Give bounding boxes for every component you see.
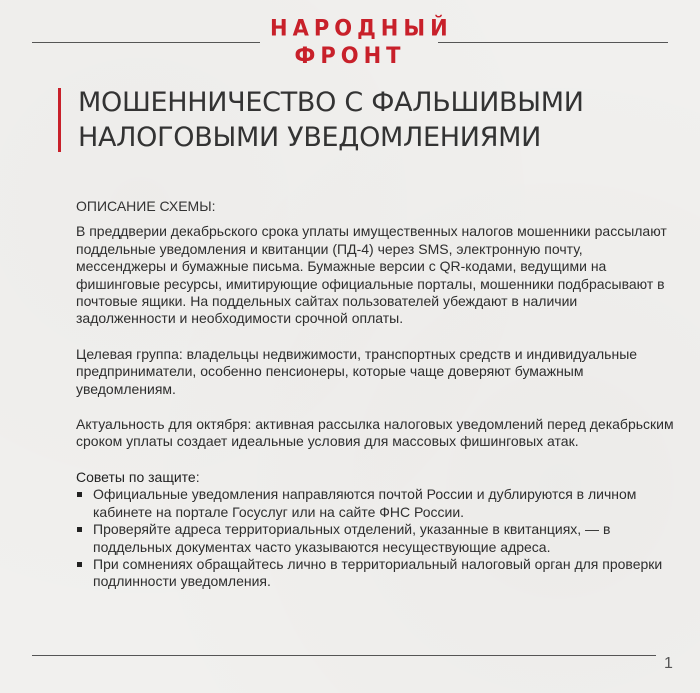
logo-line-1: НАРОДНЫЙ xyxy=(270,15,453,41)
description-label: ОПИСАНИЕ СХЕМЫ: xyxy=(76,198,216,214)
tip-item: Официальные уведомления направляются почтой России и дублируются в личном кабинете на портале Госуслуг или на сайте ФНС России. xyxy=(76,486,676,521)
page-title xyxy=(78,85,678,155)
tip-item: При сомнениях обращайтесь лично в территориальный налоговый орган для проверки подлинности уведомления. xyxy=(76,556,676,591)
tip-item: Проверяйте адреса территориальных отделений, указанные в квитанциях, — в поддельных документах часто указываются несуществующие адреса. xyxy=(76,521,676,556)
relevance-text: Актуальность для октября: активная рассылка налоговых уведомлений перед декабрьским сроком уплаты создает идеальные условия для массовых фишинговых атак. xyxy=(76,416,674,450)
tips-title-colon: : xyxy=(195,468,200,485)
header-divider-left xyxy=(32,42,260,43)
description-text: В преддверии декабрьского срока уплаты имущественных налогов мошенники рассылают поддельные уведомления и квитанции (ПД-4) через SMS, электронную почту, мессенджеры и бумажные письма. Бумажные версии с QR-кодами, ведущими на фишинговые ресурсы, имитирующие официальные порталы, мошенники подбрасывают в почтовые ящики. На поддельных сайтах пользователей убеждают в наличии задолженности и необходимости срочной оплаты. xyxy=(76,223,667,327)
content xyxy=(76,198,676,591)
page-number: 1 xyxy=(664,655,673,672)
footer-divider xyxy=(32,655,656,656)
title-line-2: НАЛОГОВЫМИ УВЕДОМЛЕНИЯМИ xyxy=(78,122,542,153)
logo-line-2: ФРОНТ xyxy=(294,43,406,69)
logo xyxy=(270,15,453,70)
title-accent-bar xyxy=(58,88,61,152)
header-divider-right xyxy=(438,42,668,43)
title-line-1: МОШЕННИЧЕСТВО С ФАЛЬШИВЫМИ xyxy=(78,87,584,118)
target-group-text: Целевая группа: владельцы недвижимости, транспортных средств и индивидуальные предприниматели, особенно пенсионеры, которые чаще доверяют бумажным уведомлениям. xyxy=(76,345,638,397)
tips-title-text: Советы по защите xyxy=(76,468,196,485)
tips-list xyxy=(76,486,676,590)
tips-title xyxy=(76,469,676,486)
